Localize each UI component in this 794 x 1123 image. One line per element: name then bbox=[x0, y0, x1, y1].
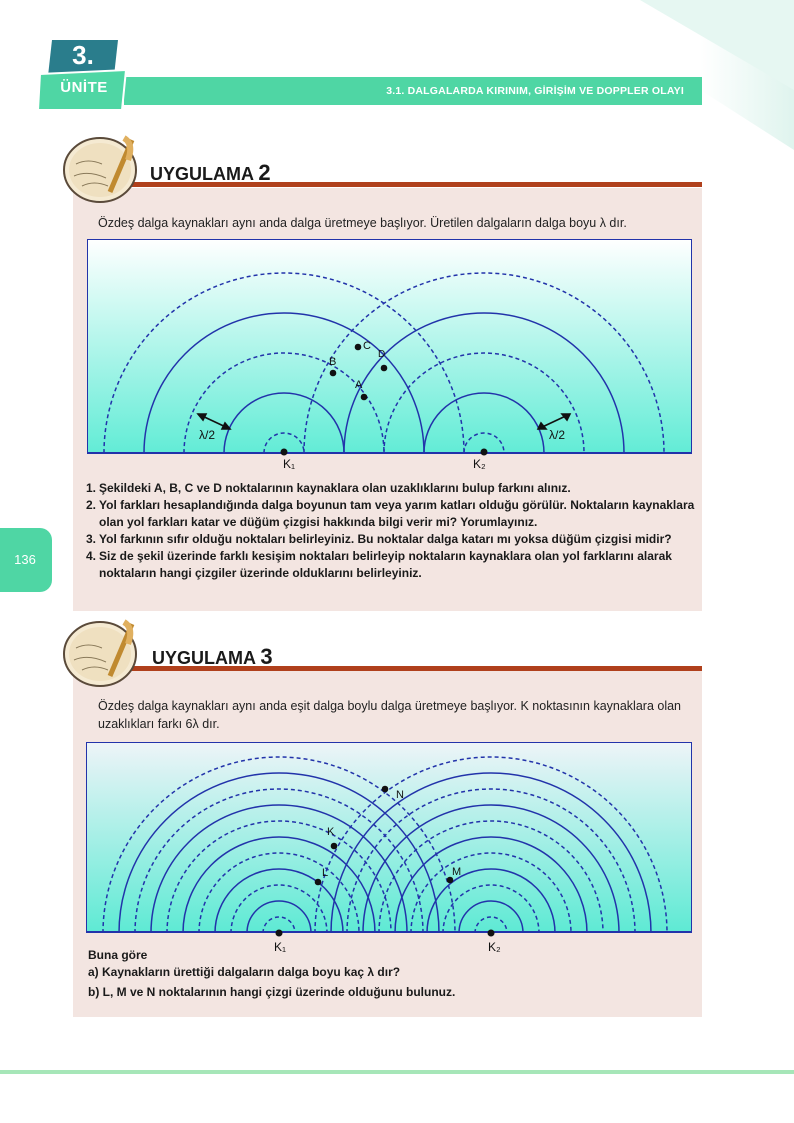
point-c-label: C bbox=[363, 340, 371, 352]
footer-rule bbox=[0, 1070, 794, 1074]
point-d-label: D bbox=[378, 349, 386, 360]
source-k1-label: K₁ bbox=[283, 457, 296, 471]
quill-parchment-icon bbox=[62, 134, 142, 204]
point-k bbox=[331, 843, 338, 850]
point-d bbox=[381, 365, 388, 372]
unit-number: 3. bbox=[72, 40, 94, 70]
question-item: 2. Yol farkları hesaplandığında dalga boyunun tam veya yarım katları olduğu görülür. Noktaların kaynaklara olan yol farkları katar ve düğüm çizgisi hakkında bilgi verir mi? Yorumlayınız. bbox=[86, 498, 695, 529]
source-k1-label: K₁ bbox=[274, 940, 287, 954]
point-n-label: N bbox=[396, 789, 404, 801]
source-k1 bbox=[276, 930, 283, 937]
source-k2 bbox=[481, 449, 488, 456]
quill-parchment-icon bbox=[62, 618, 142, 688]
question-item: 3. Yol farkının sıfır olduğu noktaları belirleyiniz. Bu noktalar dalga katarı mı yoksa düğüm çizgisi midir? bbox=[86, 532, 672, 546]
point-b bbox=[330, 370, 337, 377]
wave-interference-figure bbox=[87, 239, 692, 459]
question-item: 1. Şekildeki A, B, C ve D noktalarının kaynaklara olan uzaklıklarını bulup farkını alınız. bbox=[86, 481, 571, 495]
lambda-label-right: λ/2 bbox=[549, 428, 566, 442]
point-n bbox=[382, 786, 389, 793]
section-title bbox=[150, 160, 271, 186]
lambda-label-left: λ/2 bbox=[199, 428, 216, 442]
point-l bbox=[315, 879, 322, 886]
source-k2 bbox=[488, 930, 495, 937]
page-number-tab bbox=[0, 528, 52, 592]
title-word: UYGULAMA bbox=[150, 164, 254, 184]
source-k2-label: K₂ bbox=[473, 457, 486, 471]
title-number: 2 bbox=[258, 160, 271, 185]
page-number: 136 bbox=[14, 552, 36, 567]
title-number: 3 bbox=[260, 644, 273, 669]
section-intro: Özdeş dalga kaynakları aynı anda eşit dalga boylu dalga üretmeye başlıyor. K noktasının kaynaklara olan uzaklıkları farkı 6λ dır. bbox=[98, 699, 681, 731]
section-title bbox=[152, 644, 273, 670]
point-a bbox=[361, 394, 368, 401]
point-k-label: K bbox=[327, 826, 335, 838]
point-l-label: L bbox=[322, 867, 329, 879]
source-k1 bbox=[281, 449, 288, 456]
point-a-label: A bbox=[355, 379, 363, 391]
question-lead: Buna göre bbox=[88, 948, 148, 962]
point-b-label: B bbox=[329, 356, 337, 368]
wave-interference-figure bbox=[86, 742, 692, 938]
question-list bbox=[86, 480, 696, 582]
source-k2-label: K₂ bbox=[488, 940, 501, 954]
point-m-label: M bbox=[452, 866, 462, 878]
title-word: UYGULAMA bbox=[152, 648, 256, 668]
question-a: a) Kaynakların ürettiği dalgaların dalga boyu kaç λ dır? bbox=[88, 965, 401, 979]
unit-word: ÜNİTE bbox=[60, 79, 108, 96]
unit-banner bbox=[124, 77, 702, 105]
question-b: b) L, M ve N noktalarının hangi çizgi üzerinde olduğunu bulunuz. bbox=[88, 985, 456, 999]
unit-heading: 3.1. DALGALARDA KIRINIM, GİRİŞİM VE DOPPLER OLAYI bbox=[386, 85, 684, 97]
section-intro: Özdeş dalga kaynakları aynı anda dalga üretmeye başlıyor. Üretilen dalgaların dalga boyu λ dır. bbox=[98, 216, 627, 230]
question-item: 4. Siz de şekil üzerinde farklı kesişim noktaları belirleyip noktaların kaynaklara olan yol farklarını alarak noktaların hangi çizgiler üzerinde olduklarını belirleyiniz. bbox=[86, 549, 672, 580]
point-c bbox=[355, 344, 362, 351]
